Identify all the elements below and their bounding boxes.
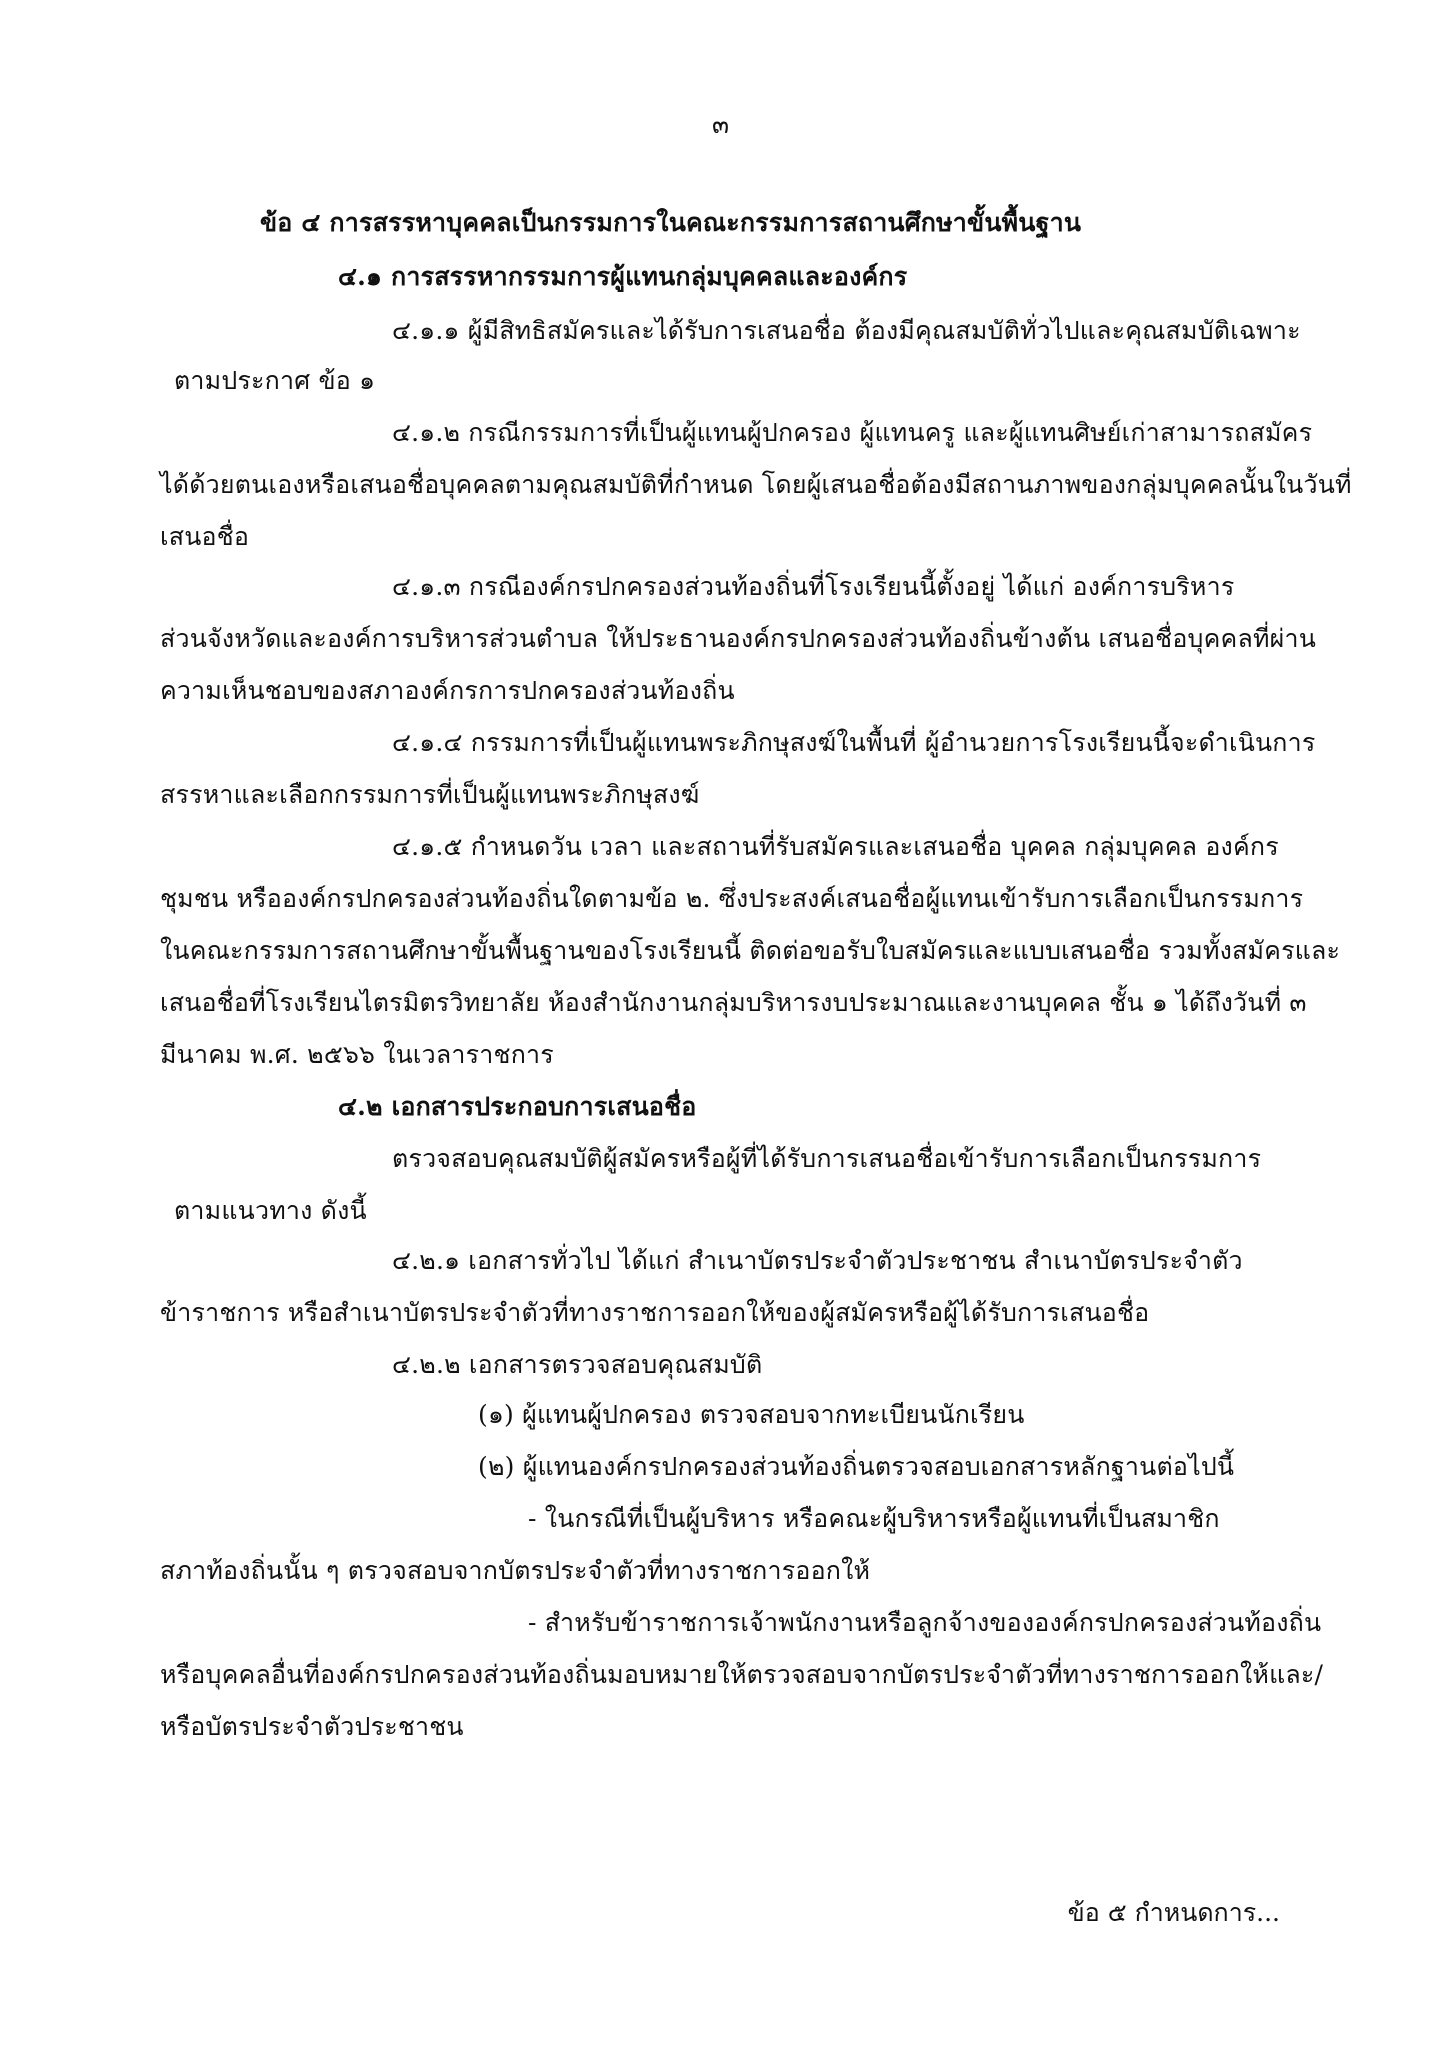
paragraph-4-1-1-line: ๔.๑.๑ ผู้มีสิทธิสมัครและได้รับการเสนอชื่อ ต้องมีคุณสมบัติทั่วไปและคุณสมบัติเฉพาะ bbox=[392, 316, 1301, 345]
paragraph-4-1-4-line: ๔.๑.๔ กรรมการที่เป็นผู้แทนพระภิกษุสงฆ์ในพื้นที่ ผู้อำนวยการโรงเรียนนี้จะดำเนินการ bbox=[392, 728, 1316, 757]
paragraph-4-1-2-line: เสนอชื่อ bbox=[160, 522, 250, 551]
heading-section-4: ข้อ ๔ การสรรหาบุคคลเป็นกรรมการในคณะกรรมการสถานศึกษาขั้นพื้นฐาน bbox=[260, 208, 1082, 237]
paragraph-4-1-2-line: ๔.๑.๒ กรณีกรรมการที่เป็นผู้แทนผู้ปกครอง ผู้แทนครู และผู้แทนศิษย์เก่าสามารถสมัคร bbox=[392, 418, 1313, 447]
page-number: ๓ bbox=[712, 110, 730, 139]
list-item-1: (๑) ผู้แทนผู้ปกครอง ตรวจสอบจากทะเบียนนักเรียน bbox=[478, 1400, 1025, 1429]
paragraph-4-1-4-line: สรรหาและเลือกกรรมการที่เป็นผู้แทนพระภิกษุสงฆ์ bbox=[160, 780, 700, 809]
paragraph-4-1-5-line: เสนอชื่อที่โรงเรียนไตรมิตรวิทยาลัย ห้องสำนักงานกลุ่มบริหารงบประมาณและงานบุคคล ชั้น ๑ ได้ถึงวันที่ ๓ bbox=[160, 988, 1307, 1017]
bullet-2-line: หรือบุคคลอื่นที่องค์กรปกครองส่วนท้องถิ่นมอบหมายให้ตรวจสอบจากบัตรประจำตัวที่ทางราชการออกให้และ/ bbox=[160, 1660, 1324, 1689]
paragraph-4-1-1-line: ตามประกาศ ข้อ ๑ bbox=[174, 366, 376, 395]
paragraph-4-2-2: ๔.๒.๒ เอกสารตรวจสอบคุณสมบัติ bbox=[392, 1350, 763, 1379]
paragraph-4-1-5-line: ชุมชน หรือองค์กรปกครองส่วนท้องถิ่นใดตามข้อ ๒. ซึ่งประสงค์เสนอชื่อผู้แทนเข้ารับการเลือกเป็นกรรมการ bbox=[160, 884, 1304, 913]
heading-section-4-2: ๔.๒ เอกสารประกอบการเสนอชื่อ bbox=[338, 1092, 697, 1121]
paragraph-4-1-3-line: ส่วนจังหวัดและองค์การบริหารส่วนตำบล ให้ประธานองค์กรปกครองส่วนท้องถิ่นข้างต้น เสนอชื่อบุคคลที่ผ่าน bbox=[160, 624, 1317, 653]
paragraph-4-2-1-line: ๔.๒.๑ เอกสารทั่วไป ได้แก่ สำเนาบัตรประจำตัวประชาชน สำเนาบัตรประจำตัว bbox=[392, 1246, 1243, 1275]
paragraph-4-2-1-line: ข้าราชการ หรือสำเนาบัตรประจำตัวที่ทางราชการออกให้ของผู้สมัครหรือผู้ได้รับการเสนอชื่อ bbox=[160, 1298, 1150, 1327]
continuation-marker: ข้อ ๕ กำหนดการ... bbox=[1067, 1898, 1280, 1927]
heading-section-4-1: ๔.๑ การสรรหากรรมการผู้แทนกลุ่มบุคคลและองค์กร bbox=[338, 262, 908, 291]
bullet-1-line: สภาท้องถิ่นนั้น ๆ ตรวจสอบจากบัตรประจำตัวที่ทางราชการออกให้ bbox=[160, 1556, 871, 1585]
paragraph-4-2-intro-line: ตรวจสอบคุณสมบัติผู้สมัครหรือผู้ที่ได้รับการเสนอชื่อเข้ารับการเลือกเป็นกรรมการ bbox=[392, 1144, 1262, 1173]
paragraph-4-1-2-line: ได้ด้วยตนเองหรือเสนอชื่อบุคคลตามคุณสมบัติที่กำหนด โดยผู้เสนอชื่อต้องมีสถานภาพของกลุ่มบุคคลนั้นในวันที่ bbox=[160, 470, 1352, 499]
bullet-2-line: - สำหรับข้าราชการเจ้าพนักงานหรือลูกจ้างขององค์กรปกครองส่วนท้องถิ่น bbox=[528, 1608, 1322, 1637]
paragraph-4-1-3-line: ๔.๑.๓ กรณีองค์กรปกครองส่วนท้องถิ่นที่โรงเรียนนี้ตั้งอยู่ ได้แก่ องค์การบริหาร bbox=[392, 572, 1235, 601]
list-item-2: (๒) ผู้แทนองค์กรปกครองส่วนท้องถิ่นตรวจสอบเอกสารหลักฐานต่อไปนี้ bbox=[478, 1452, 1235, 1481]
bullet-1-line: - ในกรณีที่เป็นผู้บริหาร หรือคณะผู้บริหารหรือผู้แทนที่เป็นสมาชิก bbox=[528, 1504, 1220, 1533]
paragraph-4-1-5-line: ในคณะกรรมการสถานศึกษาขั้นพื้นฐานของโรงเรียนนี้ ติดต่อขอรับใบสมัครและแบบเสนอชื่อ รวมทั้งสมัครและ bbox=[160, 936, 1341, 965]
bullet-2-line: หรือบัตรประจำตัวประชาชน bbox=[160, 1712, 464, 1741]
paragraph-4-1-3-line: ความเห็นชอบของสภาองค์กรการปกครองส่วนท้องถิ่น bbox=[160, 676, 735, 705]
paragraph-4-1-5-line: มีนาคม พ.ศ. ๒๕๖๖ ในเวลาราชการ bbox=[160, 1040, 554, 1069]
paragraph-4-1-5-line: ๔.๑.๕ กำหนดวัน เวลา และสถานที่รับสมัครและเสนอชื่อ บุคคล กลุ่มบุคคล องค์กร bbox=[392, 832, 1279, 861]
paragraph-4-2-intro-line: ตามแนวทาง ดังนี้ bbox=[174, 1196, 367, 1225]
